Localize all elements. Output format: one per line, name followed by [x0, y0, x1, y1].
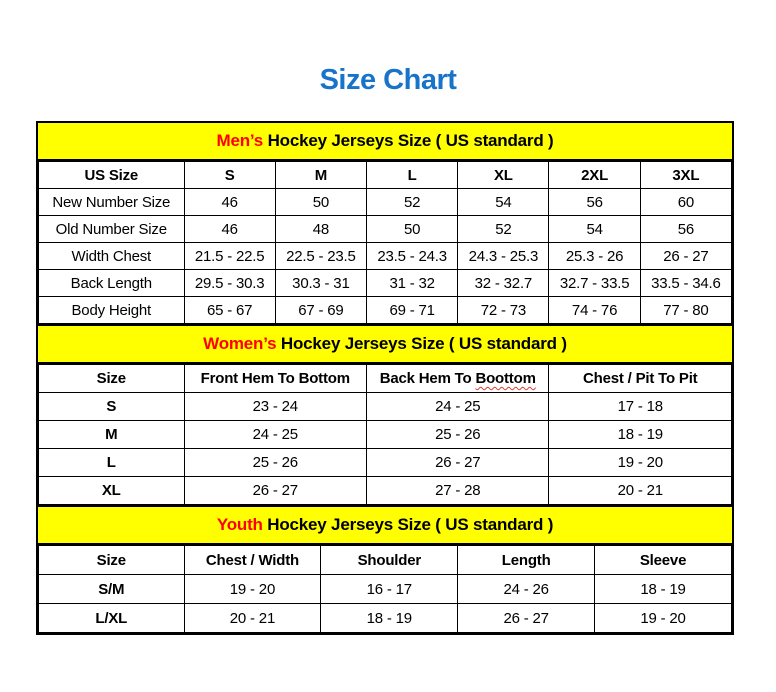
- column-header: 3XL: [640, 162, 731, 189]
- mens-size-table: [38, 161, 732, 324]
- row-label: Body Height: [39, 297, 185, 324]
- value-cell: 52: [367, 189, 458, 216]
- row-label: New Number Size: [39, 189, 185, 216]
- column-header: Size: [39, 365, 185, 393]
- value-cell: 25 - 26: [184, 449, 366, 477]
- value-cell: 18 - 19: [321, 604, 458, 633]
- column-header: Chest / Width: [184, 546, 321, 575]
- row-label: M: [39, 421, 185, 449]
- row-label: S: [39, 393, 185, 421]
- value-cell: 23.5 - 24.3: [367, 243, 458, 270]
- table-row: [39, 243, 732, 270]
- value-cell: 69 - 71: [367, 297, 458, 324]
- womens-size-table: [38, 364, 732, 505]
- value-cell: 19 - 20: [595, 604, 732, 633]
- value-cell: 67 - 69: [275, 297, 366, 324]
- value-cell: 24 - 26: [458, 575, 595, 604]
- row-label: Old Number Size: [39, 216, 185, 243]
- row-label: S/M: [39, 575, 185, 604]
- youth-band-red-word: Youth: [216, 515, 263, 534]
- table-row: [39, 477, 732, 505]
- value-cell: 56: [640, 216, 731, 243]
- value-cell: 24 - 25: [367, 393, 549, 421]
- column-header: 2XL: [549, 162, 640, 189]
- value-cell: 23 - 24: [184, 393, 366, 421]
- value-cell: 52: [458, 216, 549, 243]
- value-cell: 19 - 20: [549, 449, 732, 477]
- table-row: [39, 604, 732, 633]
- column-header: XL: [458, 162, 549, 189]
- table-row: [39, 189, 732, 216]
- value-cell: 24.3 - 25.3: [458, 243, 549, 270]
- table-row: [39, 449, 732, 477]
- row-label: L/XL: [39, 604, 185, 633]
- table-row: [39, 421, 732, 449]
- youth-size-table: [38, 545, 732, 633]
- column-header: Front Hem To Bottom: [184, 365, 366, 393]
- value-cell: 77 - 80: [640, 297, 731, 324]
- value-cell: 29.5 - 30.3: [184, 270, 275, 297]
- value-cell: 72 - 73: [458, 297, 549, 324]
- column-header: Shoulder: [321, 546, 458, 575]
- value-cell: 26 - 27: [458, 604, 595, 633]
- table-row: [39, 575, 732, 604]
- value-cell: 18 - 19: [549, 421, 732, 449]
- table-row: [39, 216, 732, 243]
- value-cell: 33.5 - 34.6: [640, 270, 731, 297]
- value-cell: 20 - 21: [184, 604, 321, 633]
- value-cell: 60: [640, 189, 731, 216]
- misspelled-word: Boottom: [475, 370, 536, 387]
- column-header: Sleeve: [595, 546, 732, 575]
- value-cell: 46: [184, 189, 275, 216]
- table-row: [39, 297, 732, 324]
- value-cell: 17 - 18: [549, 393, 732, 421]
- youth-section-band: [38, 505, 732, 545]
- column-header: Size: [39, 546, 185, 575]
- column-header: M: [275, 162, 366, 189]
- value-cell: 25.3 - 26: [549, 243, 640, 270]
- value-cell: 50: [275, 189, 366, 216]
- mens-section: [38, 123, 732, 324]
- value-cell: 20 - 21: [549, 477, 732, 505]
- value-cell: 27 - 28: [367, 477, 549, 505]
- row-label: XL: [39, 477, 185, 505]
- womens-band-red-word: Women’s: [203, 334, 277, 353]
- column-header: [367, 365, 549, 393]
- womens-header-row: [39, 365, 732, 393]
- value-cell: 48: [275, 216, 366, 243]
- mens-section-band: [38, 123, 732, 161]
- size-chart-table: [36, 121, 734, 635]
- value-cell: 54: [458, 189, 549, 216]
- value-cell: 22.5 - 23.5: [275, 243, 366, 270]
- value-cell: 32 - 32.7: [458, 270, 549, 297]
- page-title: Size Chart: [319, 64, 457, 96]
- youth-section: [38, 505, 732, 633]
- table-row: [39, 393, 732, 421]
- value-cell: 65 - 67: [184, 297, 275, 324]
- value-cell: 54: [549, 216, 640, 243]
- table-row: [39, 270, 732, 297]
- mens-header-row: [39, 162, 732, 189]
- column-header: US Size: [39, 162, 185, 189]
- row-label: Back Length: [39, 270, 185, 297]
- column-header: L: [367, 162, 458, 189]
- value-cell: 26 - 27: [640, 243, 731, 270]
- womens-section-band: [38, 324, 732, 364]
- value-cell: 19 - 20: [184, 575, 321, 604]
- value-cell: 18 - 19: [595, 575, 732, 604]
- row-label: L: [39, 449, 185, 477]
- value-cell: 26 - 27: [367, 449, 549, 477]
- column-header: Length: [458, 546, 595, 575]
- value-cell: 21.5 - 22.5: [184, 243, 275, 270]
- value-cell: 25 - 26: [367, 421, 549, 449]
- value-cell: 31 - 32: [367, 270, 458, 297]
- mens-band-red-word: Men’s: [216, 131, 264, 150]
- womens-band-text: Hockey Jerseys Size ( US standard ): [276, 334, 567, 353]
- value-cell: 30.3 - 31: [275, 270, 366, 297]
- value-cell: 46: [184, 216, 275, 243]
- mens-band-text: Hockey Jerseys Size ( US standard ): [263, 131, 554, 150]
- youth-band-text: Hockey Jerseys Size ( US standard ): [262, 515, 554, 534]
- value-cell: 74 - 76: [549, 297, 640, 324]
- column-header: Chest / Pit To Pit: [549, 365, 732, 393]
- value-cell: 16 - 17: [321, 575, 458, 604]
- youth-header-row: [39, 546, 732, 575]
- value-cell: 32.7 - 33.5: [549, 270, 640, 297]
- column-header: S: [184, 162, 275, 189]
- value-cell: 56: [549, 189, 640, 216]
- value-cell: 24 - 25: [184, 421, 366, 449]
- womens-section: [38, 324, 732, 505]
- column-header-text: Back Hem To: [379, 370, 476, 387]
- value-cell: 26 - 27: [184, 477, 366, 505]
- value-cell: 50: [367, 216, 458, 243]
- row-label: Width Chest: [39, 243, 185, 270]
